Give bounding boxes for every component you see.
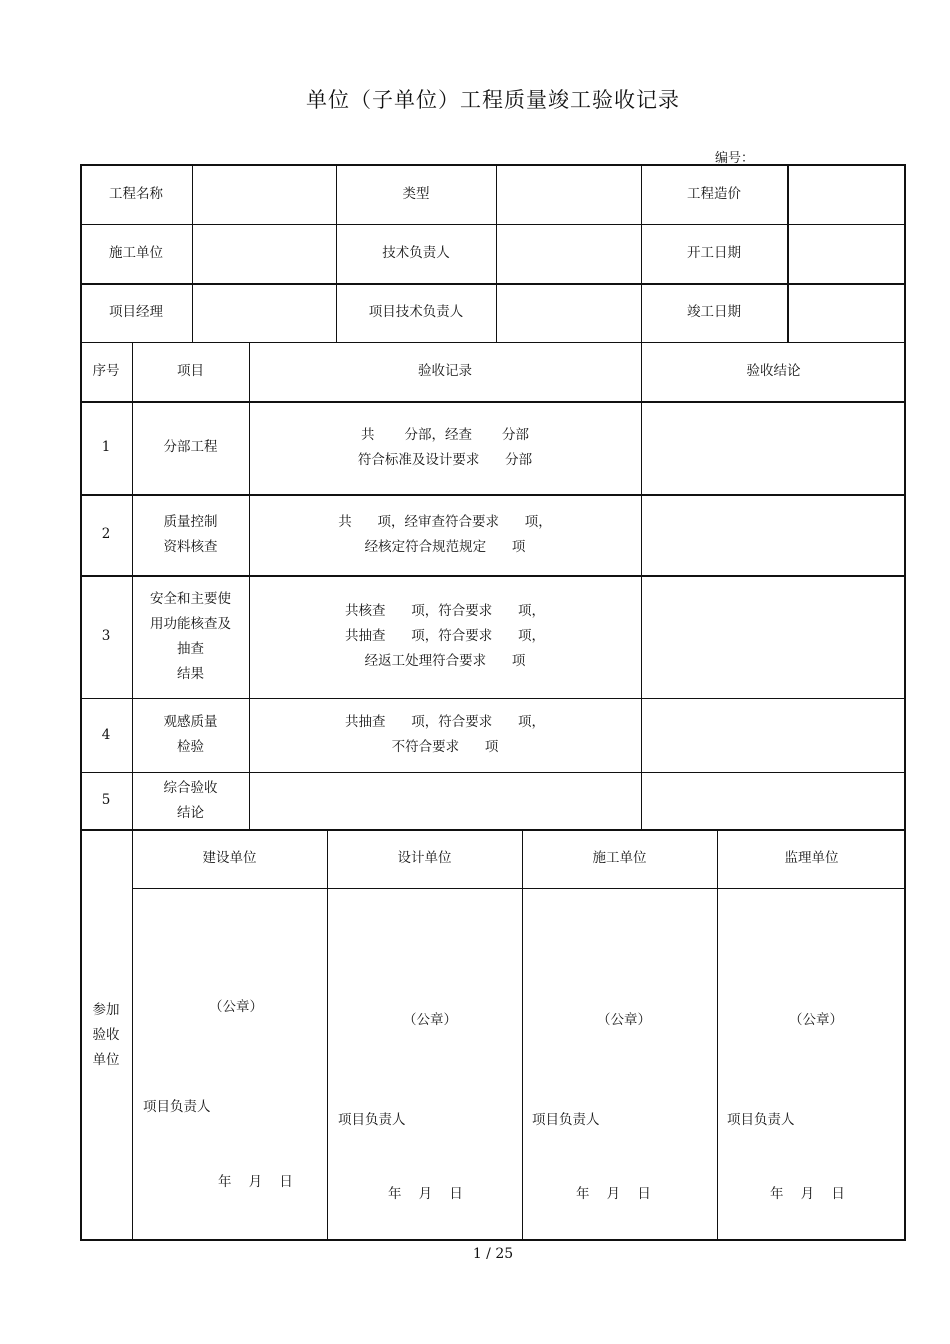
- item-conclusion[interactable]: [641, 772, 906, 829]
- item-conclusion[interactable]: [641, 494, 906, 575]
- item-seq: 2: [101, 526, 111, 542]
- seal-placeholder: （公章）: [403, 1012, 457, 1028]
- record-line: 共核查 项，符合要求 项，: [345, 603, 545, 619]
- v-line: [717, 829, 718, 1241]
- header-conclusion: 验收结论: [746, 363, 801, 379]
- item-conclusion[interactable]: [641, 698, 906, 772]
- item-seq: 4: [101, 726, 111, 743]
- participants-label-line: 参加: [92, 1001, 120, 1018]
- item-record: [249, 575, 641, 698]
- project-leader-label: 项目负责人: [338, 1112, 406, 1128]
- project-leader-label: 项目负责人: [532, 1112, 600, 1128]
- record-line: 共 分部，经查 分部: [360, 426, 530, 443]
- label-construction-unit: 施工单位: [109, 245, 163, 261]
- v-line: [132, 829, 133, 1241]
- date-line: 年 月 日: [770, 1186, 845, 1202]
- value-type[interactable]: [496, 164, 641, 224]
- value-project-name[interactable]: [192, 164, 336, 224]
- item-name: [132, 494, 249, 575]
- unit-name-construction: 施工单位: [592, 850, 647, 866]
- participants-label: [80, 829, 132, 1241]
- label-start-date: 开工日期: [687, 245, 741, 261]
- label-completion-date: 竣工日期: [687, 304, 741, 320]
- item-name-line: 资料核查: [163, 538, 218, 555]
- item-name-line: 用功能核查及: [150, 615, 231, 632]
- item-seq: 5: [101, 792, 111, 808]
- unit-name-design: 设计单位: [397, 850, 452, 866]
- project-leader-label: 项目负责人: [727, 1112, 795, 1128]
- item-name-line: 分部工程: [163, 439, 218, 455]
- header-item: 项目: [177, 363, 204, 379]
- item-name: [132, 772, 249, 829]
- value-project-manager[interactable]: [192, 283, 336, 342]
- item-seq: 3: [101, 628, 111, 644]
- record-line: 经核定符合规范规定 项: [364, 538, 526, 555]
- unit-name-owner: 建设单位: [202, 850, 257, 866]
- label-project-technical-lead: 项目技术负责人: [368, 304, 464, 320]
- record-line: 经返工处理符合要求 项: [364, 653, 526, 669]
- label-type: 类型: [402, 185, 430, 202]
- item-name-line: 综合验收: [163, 779, 218, 796]
- item-name-line: 结果: [177, 665, 204, 682]
- item-name-line: 观感质量: [163, 714, 218, 730]
- page-number: 1 / 25: [472, 1246, 514, 1262]
- header-seq: 序号: [92, 363, 120, 379]
- participants-label-line: 验收: [92, 1026, 120, 1043]
- item-record: [249, 494, 641, 575]
- item-name: [132, 575, 249, 698]
- record-line: 不符合要求 项: [391, 739, 499, 755]
- h-line: [132, 888, 906, 889]
- item-conclusion[interactable]: [641, 401, 906, 494]
- v-line: [522, 829, 523, 1241]
- label-technical-lead: 技术负责人: [382, 245, 450, 261]
- header-record: 验收记录: [418, 363, 472, 379]
- item-name-line: 检验: [177, 739, 204, 755]
- value-start-date[interactable]: [787, 224, 906, 283]
- item-name: [132, 401, 249, 494]
- date-line: 年 月 日: [576, 1186, 651, 1202]
- value-construction-unit[interactable]: [192, 224, 336, 283]
- date-line: 年 月 日: [388, 1186, 463, 1202]
- value-completion-date[interactable]: [787, 283, 906, 342]
- v-line: [327, 829, 328, 1241]
- value-project-cost[interactable]: [787, 164, 906, 224]
- record-line: 共抽查 项，符合要求 项，: [345, 628, 545, 644]
- item-name-line: 质量控制: [163, 513, 218, 530]
- seal-placeholder: （公章）: [789, 1012, 843, 1028]
- label-project-cost: 工程造价: [687, 185, 741, 202]
- item-name-line: 抽查: [177, 640, 204, 657]
- item-record: [249, 401, 641, 494]
- serial-number-label: 编号：: [715, 151, 755, 166]
- value-technical-lead[interactable]: [496, 224, 641, 283]
- page-title: 单位（子单位）工程质量竣工验收记录: [306, 88, 680, 112]
- participants-label-line: 单位: [92, 1051, 120, 1068]
- item-record[interactable]: [249, 772, 641, 829]
- seal-placeholder: （公章）: [209, 999, 263, 1015]
- unit-name-supervision: 监理单位: [784, 850, 839, 866]
- label-project-name: 工程名称: [109, 185, 163, 202]
- label-project-manager: 项目经理: [109, 304, 163, 320]
- value-project-technical-lead[interactable]: [496, 283, 641, 342]
- record-line: 共抽查 项，符合要求 项，: [345, 714, 545, 730]
- record-line: 符合标准及设计要求 分部: [357, 451, 533, 468]
- item-record: [249, 698, 641, 772]
- item-conclusion[interactable]: [641, 575, 906, 698]
- date-line: 年 月 日: [218, 1174, 293, 1190]
- record-line: 共 项，经审查符合要求 项，: [338, 513, 552, 530]
- item-name: [132, 698, 249, 772]
- item-seq: 1: [101, 439, 111, 455]
- item-name-line: 结论: [177, 804, 204, 821]
- item-name-line: 安全和主要使: [150, 590, 231, 607]
- project-leader-label: 项目负责人: [143, 1099, 211, 1115]
- seal-placeholder: （公章）: [597, 1012, 651, 1028]
